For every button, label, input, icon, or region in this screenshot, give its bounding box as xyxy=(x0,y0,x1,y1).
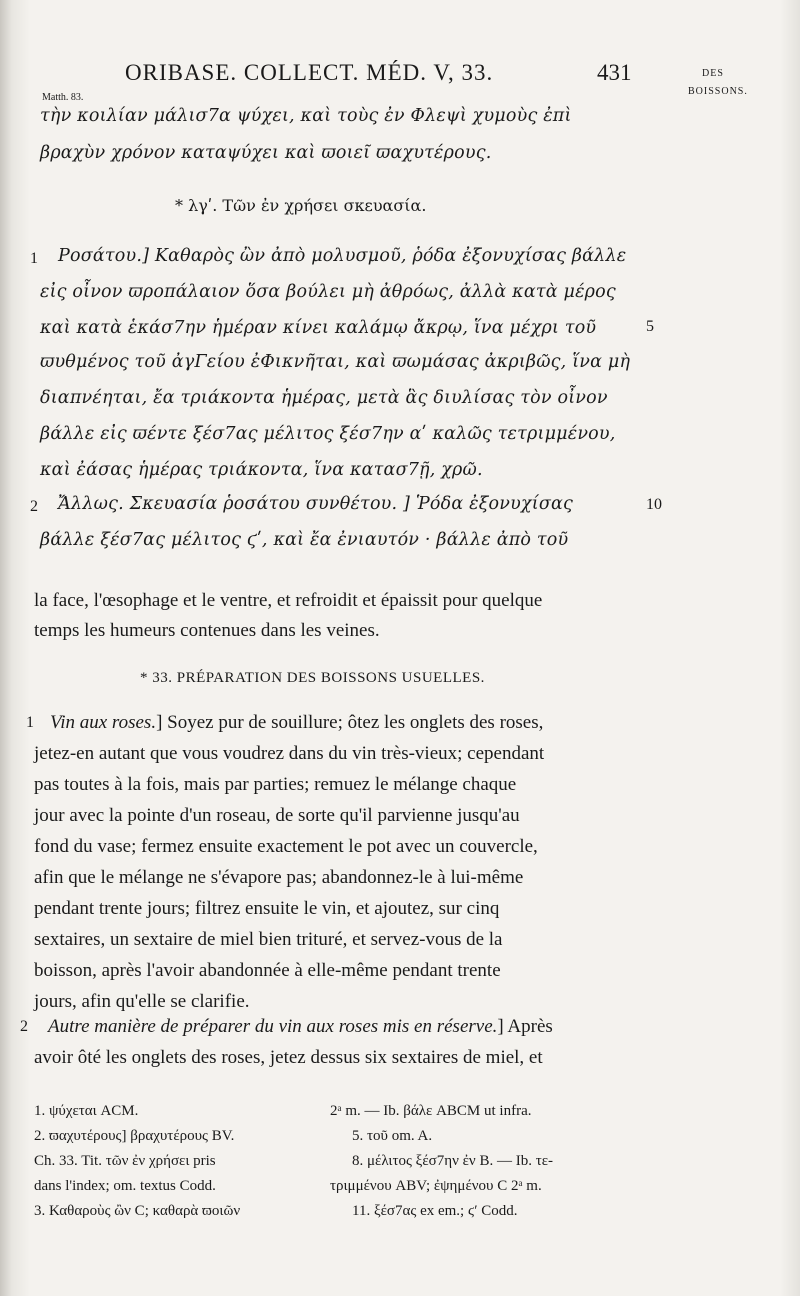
footnote: 2. ϖαχυτέρους] βραχυτέρους BV. xyxy=(34,1128,235,1144)
french-line: avoir ôté les onglets des roses, jetez dessus six sextaires de miel, et xyxy=(34,1047,543,1068)
footnote: Ch. 33. Tit. τῶν ἐν χρήσει pris xyxy=(34,1153,216,1169)
french-line: jetez-en autant que vous voudrez dans du vin très-vieux; cependant xyxy=(34,743,545,764)
french-line: Autre manière de préparer du vin aux roses mis en réserve.] Après xyxy=(48,1016,553,1037)
footnote: 5. τοῦ om. A. xyxy=(352,1128,433,1144)
french-line: afin que le mélange ne s'évapore pas; abandonnez-le à lui-même xyxy=(34,867,524,888)
greek-line: βραχὺν χρόνον καταψύχει καὶ ϖοιεῖ ϖαχυτέρους. xyxy=(40,143,492,163)
paragraph-number: 1 xyxy=(30,250,38,267)
greek-line: τὴν κοιλίαν μάλισ7α ψύχει, καὶ τοὺς ἐν Φλεψὶ χυμοὺς ἐπὶ xyxy=(40,106,572,126)
french-line: sextaires, un sextaire de miel bien trituré, et servez-vous de la xyxy=(34,929,503,950)
greek-line: βάλλε εἰς ϖέντε ξέσ7ας μέλιτος ξέσ7ην αʹ καλῶς τετριμμένου, xyxy=(40,424,616,444)
paragraph-number: 2 xyxy=(30,498,38,515)
greek-line: Ἄλλως. Σκευασία ῥοσάτου συνθέτου. ] Ῥόδα ἐξονυχίσας xyxy=(58,494,573,514)
greek-line: καὶ ἐάσας ἡμέρας τριάκοντα, ἵνα κατασ7ῇ, χρῶ. xyxy=(40,460,483,480)
footnote: dans l'index; om. textus Codd. xyxy=(34,1178,216,1194)
french-line: temps les humeurs contenues dans les veines. xyxy=(34,620,380,641)
greek-line: διαπνέηται, ἔα τριάκοντα ἡμέρας, μετὰ ἃς διυλίσας τὸν οἶνον xyxy=(40,388,608,408)
footnote: 1. ψύχεται ACM. xyxy=(34,1103,139,1119)
french-line: pas toutes à la fois, mais par parties; remuez le mélange chaque xyxy=(34,774,517,795)
french-line: pendant trente jours; filtrez ensuite le vin, et ajoutez, sur cinq xyxy=(34,898,500,919)
section-heading: Autre manière de préparer du vin aux roses mis en réserve. xyxy=(48,1016,498,1037)
manuscript-reference: Matth. 83. xyxy=(42,92,84,103)
french-line: fond du vase; fermez ensuite exactement le pot avec un couvercle, xyxy=(34,836,538,857)
paragraph-number: 2 xyxy=(20,1018,28,1035)
greek-line: Ροσάτου.] Καθαρὸς ὢν ἀπὸ μολυσμοῦ, ῥόδα ἐξονυχίσας βάλλε xyxy=(58,246,627,266)
greek-line: καὶ κατὰ ἑκάσ7ην ἡμέραν κίνει καλάμῳ ἄκρῳ, ἵνα μέχρι τοῦ xyxy=(40,318,597,338)
footnote: 2ᵃ m. — Ib. βάλε ABCM ut infra. xyxy=(330,1103,532,1119)
greek-line: βάλλε ξέσ7ας μέλιτος ϛʹ, καὶ ἔα ἐνιαυτόν · βάλλε ἀπὸ τοῦ xyxy=(40,530,569,550)
french-line: jour avec la pointe d'un roseau, de sorte qu'il parvienne jusqu'au xyxy=(34,805,520,826)
greek-line: εἰς οἶνον ϖροπάλαιον ὅσα βούλει μὴ ἀθρόως, ἀλλὰ κατὰ μέρος xyxy=(40,282,616,302)
running-title: ORIBASE. COLLECT. MÉD. V, 33. xyxy=(125,60,494,85)
footnote: 3. Καθαροὺς ὢν C; καθαρὰ ϖοιῶν xyxy=(34,1203,241,1219)
french-line: jours, afin qu'elle se clarifie. xyxy=(34,991,250,1012)
footnote: 11. ξέσ7ας ex em.; ϛʹ Codd. xyxy=(352,1203,518,1219)
footnote: 8. μέλιτος ξέσ7ην ἐν B. — Ib. τε- xyxy=(352,1153,554,1169)
greek-line: ϖυθμένος τοῦ ἀγΓείου ἐΦικνῆται, καὶ ϖωμάσας ἀκριβῶς, ἵνα μὴ xyxy=(40,352,631,372)
side-label-boissons: BOISSONS. xyxy=(688,86,748,97)
french-line: boisson, après l'avoir abandonnée à elle-même pendant trente xyxy=(34,960,501,981)
paragraph-number: 1 xyxy=(26,714,34,731)
line-number: 5 xyxy=(646,318,654,335)
footnote: τριμμένου ABV; ἐψημένου C 2ᵃ m. xyxy=(330,1178,542,1194)
side-label-des: DES xyxy=(702,68,724,79)
french-chapter-title: * 33. PRÉPARATION DES BOISSONS USUELLES. xyxy=(140,670,485,686)
greek-chapter-title: * λγʹ. Τῶν ἐν χρήσει σκευασία. xyxy=(175,196,427,215)
french-line: la face, l'œsophage et le ventre, et refroidit et épaissit pour quelque xyxy=(34,590,543,611)
section-heading: Vin aux roses. xyxy=(50,712,157,733)
french-line: Vin aux roses.] Soyez pur de souillure; ôtez les onglets des roses, xyxy=(50,712,544,733)
page-number: 431 xyxy=(597,60,632,85)
line-number: 10 xyxy=(646,496,662,513)
